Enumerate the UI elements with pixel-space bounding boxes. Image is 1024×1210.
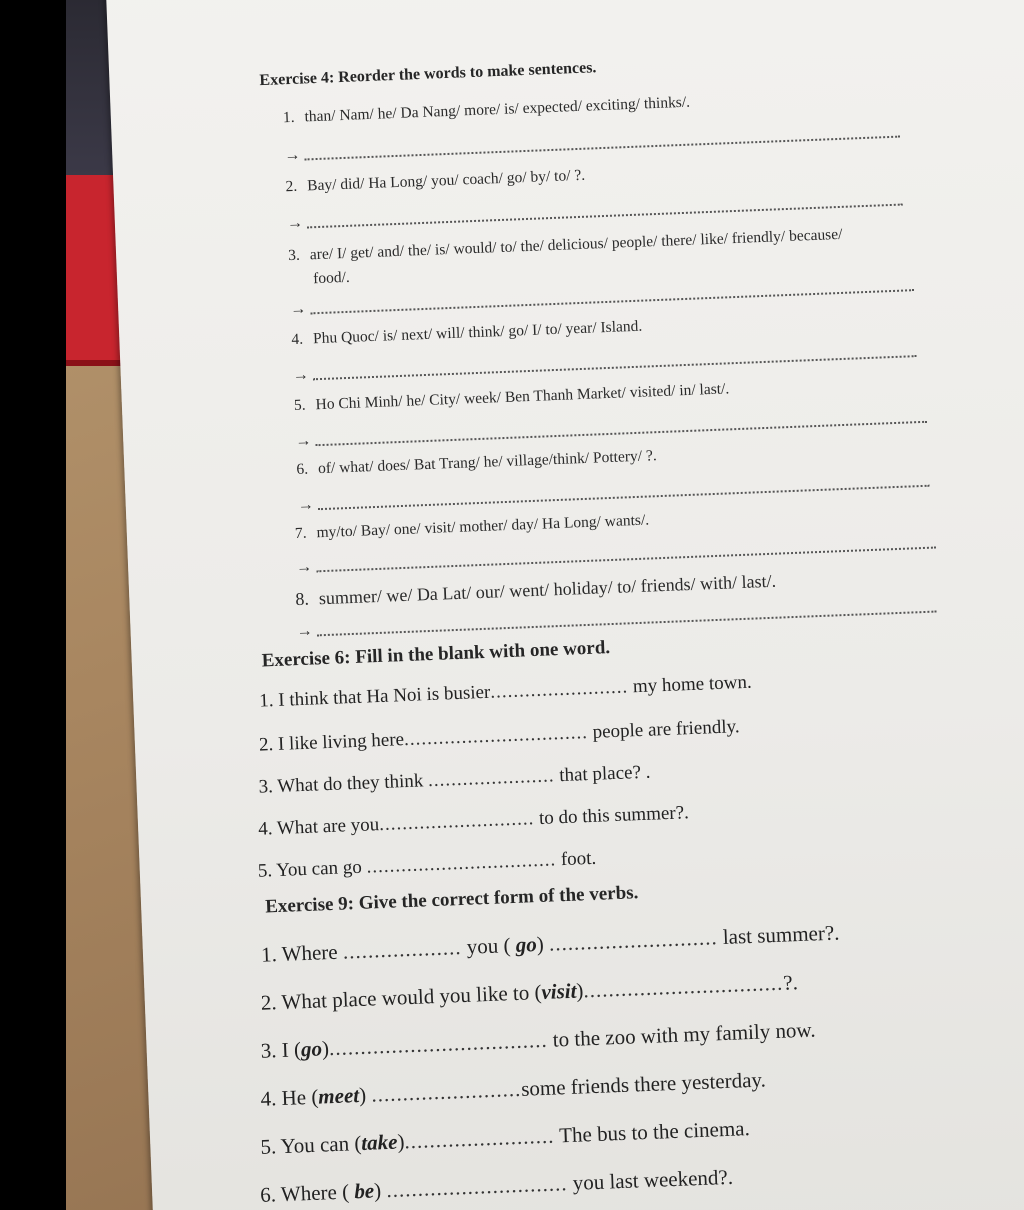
worksheet-paper — [104, 0, 1024, 1210]
ex4-question-7: 7. my/to/ Bay/ one/ visit/ mother/ day/ Ha Long/ wants/. — [294, 511, 650, 543]
answer-arrow: → — [297, 496, 315, 514]
fill-blank[interactable]: ................... — [342, 935, 462, 964]
fill-blank[interactable]: ................................ — [403, 722, 589, 751]
ex6-item-4: 4. What are you........................... to do this summer?. — [257, 802, 690, 840]
fill-blank[interactable]: ........................... — [378, 808, 535, 836]
ex4-question-3-continuation: food/. — [312, 268, 351, 288]
ex4-question-2: 2. Bay/ did/ Ha Long/ you/ coach/ go/ by/ to/ ?. — [285, 166, 586, 196]
ex4-question-3: 3. are/ I/ get/ and/ the/ is/ would/ to/ the/ delicious/ people/ there/ like/ friendly/ because/ — [287, 225, 843, 265]
exercise-4-heading: Exercise 4: Reorder the words to make sentences. — [259, 59, 597, 90]
ex4-question-1: 1. than/ Nam/ he/ Da Nang/ more/ is/ expected/ exciting/ thinks/. — [282, 93, 691, 127]
answer-arrow: → — [295, 432, 312, 451]
answer-line[interactable] — [310, 289, 914, 314]
ex9-item-2: 2. What place would you like to (visit)................................?. — [260, 970, 799, 1015]
fill-blank[interactable]: ................................ — [582, 970, 784, 1003]
answer-arrow: → — [284, 146, 301, 165]
photo-background — [66, 0, 1024, 1210]
fill-blank[interactable]: ........................ — [403, 1123, 555, 1154]
answer-line[interactable] — [307, 204, 903, 229]
answer-line[interactable] — [317, 611, 937, 637]
answer-arrow: → — [296, 622, 314, 641]
ex6-item-5: 5. You can go ................................. foot. — [257, 847, 597, 882]
fill-blank[interactable]: ...................... — [427, 765, 555, 792]
fill-blank[interactable]: ........................ — [489, 676, 629, 703]
ex4-question-8: 8. summer/ we/ Da Lat/ our/ went/ holiday/ to/ friends/ with/ last/. — [295, 570, 777, 610]
fill-blank[interactable]: ........................ — [370, 1076, 522, 1107]
answer-line[interactable] — [305, 136, 901, 161]
answer-line[interactable] — [316, 547, 936, 573]
ex6-item-1: 1. I think that Ha Noi is busier........................ my home town. — [258, 671, 753, 712]
fill-blank[interactable]: ................................. — [366, 849, 557, 878]
ex6-item-2: 2. I like living here................................ people are friendly. — [258, 716, 740, 756]
exercise-6-heading: Exercise 6: Fill in the blank with one word. — [261, 637, 611, 672]
exercise-9-heading: Exercise 9: Give the correct form of the verbs. — [264, 882, 639, 918]
answer-arrow: → — [289, 300, 307, 319]
ex4-question-6: 6. of/ what/ does/ Bat Trang/ he/ village/think/ Pottery/ ?. — [296, 447, 657, 478]
ex4-question-5: 5. Ho Chi Minh/ he/ City/ week/ Ben Thanh Market/ visited/ in/ last/. — [293, 380, 730, 415]
ex9-item-3: 3. I (go)................................... to the zoo with my family now. — [260, 1017, 816, 1063]
answer-arrow: → — [292, 366, 310, 385]
fill-blank[interactable]: ........................... — [548, 925, 719, 956]
answer-line[interactable] — [318, 485, 930, 510]
ex9-item-4: 4. He (meet) ........................some friends there yesterday. — [260, 1067, 767, 1111]
fill-blank[interactable]: ............................. — [385, 1171, 568, 1203]
ex4-question-4: 4. Phu Quoc/ is/ next/ will/ think/ go/ I/ to/ year/ Island. — [291, 317, 643, 349]
ex9-item-5: 5. You can (take)........................ The bus to the cinema. — [259, 1116, 751, 1159]
answer-line[interactable] — [316, 421, 928, 446]
ex6-item-3: 3. What do they think ...................... that place? . — [258, 761, 651, 798]
answer-arrow: → — [295, 558, 313, 577]
ex9-item-1: 1. Where ................... you ( go) ........................... last summer?. — [260, 920, 840, 967]
answer-arrow: → — [286, 214, 304, 233]
answer-line[interactable] — [313, 355, 917, 380]
ex9-item-6: 6. Where ( be) ............................. you last weekend?. — [259, 1164, 734, 1207]
fill-blank[interactable]: ................................... — [328, 1027, 549, 1061]
